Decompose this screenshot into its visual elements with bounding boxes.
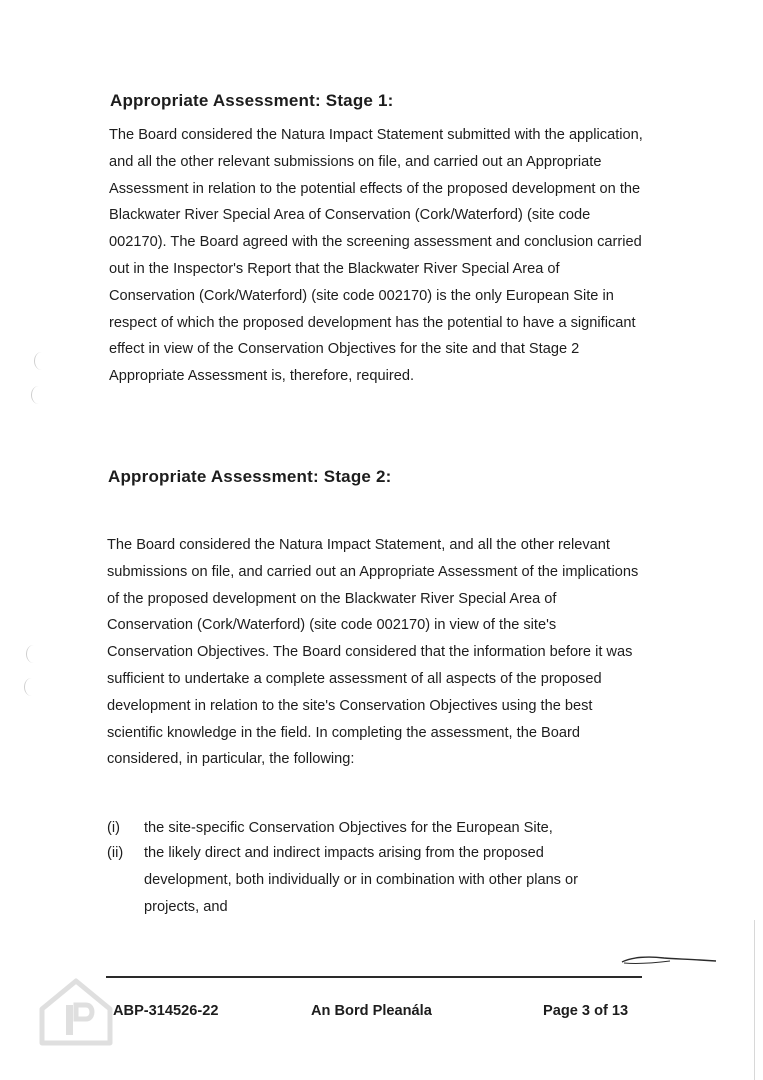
watermark-logo-icon	[36, 975, 116, 1047]
initials-signature	[618, 951, 718, 967]
scan-edge-line	[754, 920, 755, 1080]
list-item-marker: (i)	[107, 820, 120, 836]
footer-organisation: An Bord Pleanála	[311, 1003, 432, 1019]
punch-hole-mark	[34, 352, 49, 370]
punch-hole-mark	[31, 386, 46, 404]
stage-1-heading: Appropriate Assessment: Stage 1:	[110, 91, 394, 110]
list-item-marker: (ii)	[107, 845, 124, 861]
list-item	[107, 840, 627, 925]
footer-reference: ABP-314526-22	[113, 1003, 219, 1019]
punch-hole-mark	[26, 645, 41, 663]
stage-1-paragraph: The Board considered the Natura Impact Statement submitted with the application, and all the other relevant submissions on file, and carried out an Appropriate Assessment in relation to the potential effects of the proposed development on the Blackwater River Special Area of Conservation (Cork/Waterford) (site code 002170). The Board agreed with the screening assessment and conclusion carried out in the Inspector's Report that the Blackwater River Special Area of Conservation (Cork/Waterford) (site code 002170) is the only European Site in respect of which the proposed development has the potential to have a significant effect in view of the Conservation Objectives for the site and that Stage 2 Appropriate Assessment is, therefore, required.	[109, 127, 643, 385]
list-item-text: the likely direct and indirect impacts arising from the proposed development, both individually or in combination with other plans or projects, and	[144, 845, 579, 915]
punch-hole-mark	[24, 678, 39, 696]
stage-2-heading: Appropriate Assessment: Stage 2:	[108, 467, 392, 486]
footer-page-number: Page 3 of 13	[543, 1003, 629, 1019]
footer-divider	[106, 976, 642, 978]
stage-2-paragraph: The Board considered the Natura Impact Statement, and all the other relevant submissions on file, and carried out an Appropriate Assessment of the implications of the proposed development on the Blackwater River Special Area of Conservation (Cork/Waterford) (site code 002170) in view of the site's Conservation Objectives. The Board considered that the information before it was sufficient to undertake a complete assessment of all aspects of the proposed development in relation to the site's Conservation Objectives using the best scientific knowledge in the field. In completing the assessment, the Board considered, in particular, the following:	[107, 537, 639, 768]
list-item-text: the site-specific Conservation Objectives for the European Site,	[144, 820, 553, 836]
